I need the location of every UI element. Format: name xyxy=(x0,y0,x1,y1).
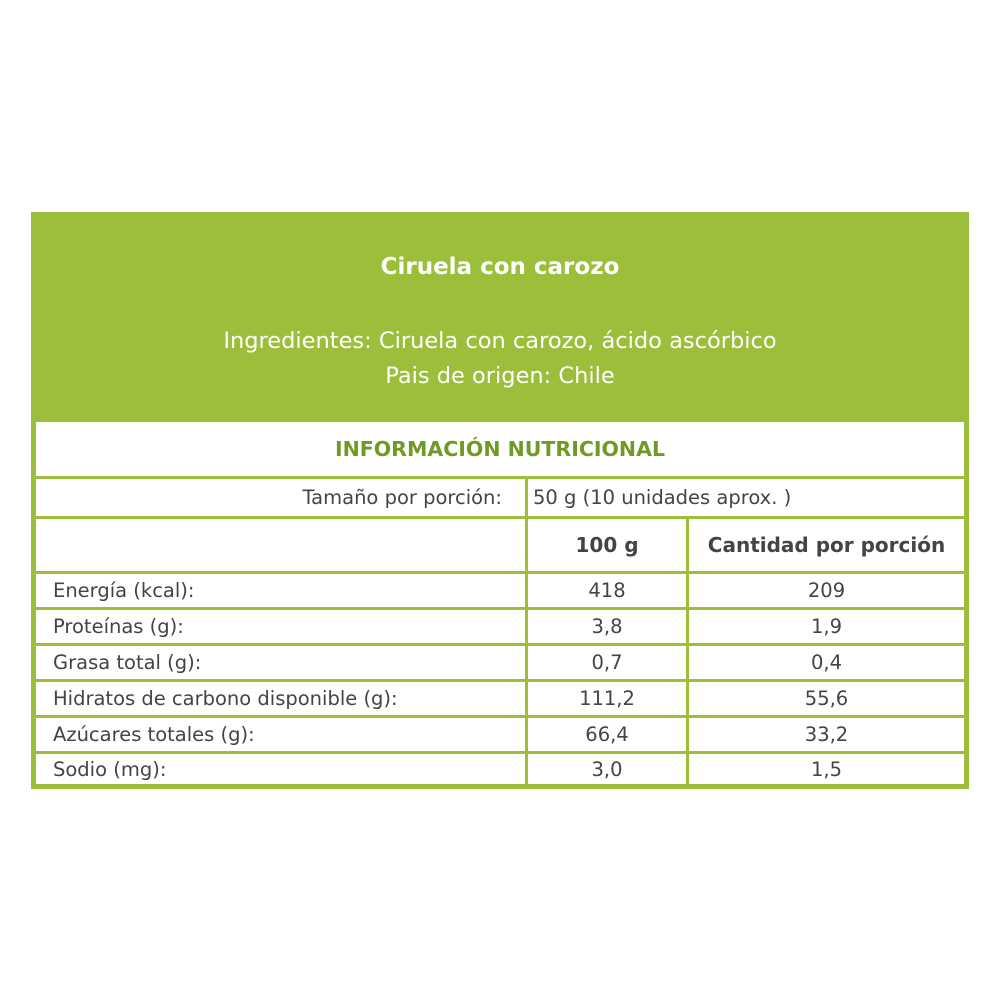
nutrient-value-portion: 33,2 xyxy=(804,723,849,746)
nutrient-value-portion: 209 xyxy=(807,579,846,602)
nutrient-value-portion: 55,6 xyxy=(804,687,849,710)
nutrient-value-portion: 1,9 xyxy=(810,615,842,638)
divider-row xyxy=(36,751,964,754)
nutrient-label: Energía (kcal): xyxy=(53,579,195,602)
nutrient-value-100g: 66,4 xyxy=(585,723,629,746)
nutrient-label: Grasa total (g): xyxy=(53,651,202,674)
product-info xyxy=(31,324,969,394)
divider-row xyxy=(36,643,964,646)
nutrient-value-100g: 111,2 xyxy=(579,687,635,710)
nutrition-table xyxy=(36,422,964,784)
divider-heading xyxy=(36,476,964,479)
divider-row xyxy=(36,607,964,610)
divider-column-serving xyxy=(525,476,528,519)
serving-size-label: Tamaño por porción: xyxy=(302,486,502,509)
column-header-portion: Cantidad por porción xyxy=(707,533,946,557)
origin-text: Pais de origen: Chile xyxy=(385,363,615,389)
nutrient-label: Hidratos de carbono disponible (g): xyxy=(53,687,398,710)
divider-row xyxy=(36,715,964,718)
divider-colheader xyxy=(36,571,964,574)
divider-column-label xyxy=(525,516,528,784)
nutrient-value-portion: 1,5 xyxy=(810,757,842,781)
product-title: Ciruela con carozo xyxy=(380,254,620,280)
nutrient-value-portion: 0,4 xyxy=(810,651,842,674)
nutrition-label-panel xyxy=(31,212,969,789)
nutrient-value-100g: 418 xyxy=(588,579,626,602)
nutrient-value-100g: 3,8 xyxy=(591,615,623,638)
nutrient-label: Proteínas (g): xyxy=(53,615,184,638)
divider-row xyxy=(36,679,964,682)
ingredients-text: Ingredientes: Ciruela con carozo, ácido ascórbico xyxy=(223,328,777,354)
serving-size-value: 50 g (10 unidades aprox. ) xyxy=(533,486,792,509)
divider-column-values xyxy=(686,519,689,784)
nutrient-value-100g: 0,7 xyxy=(591,651,623,674)
nutrient-label: Sodio (mg): xyxy=(53,757,167,781)
column-header-100g: 100 g xyxy=(575,533,639,557)
nutrient-label: Azúcares totales (g): xyxy=(53,723,255,746)
nutrient-value-100g: 3,0 xyxy=(591,757,623,781)
nutrition-heading: INFORMACIÓN NUTRICIONAL xyxy=(334,437,666,461)
divider-serving xyxy=(36,516,964,519)
